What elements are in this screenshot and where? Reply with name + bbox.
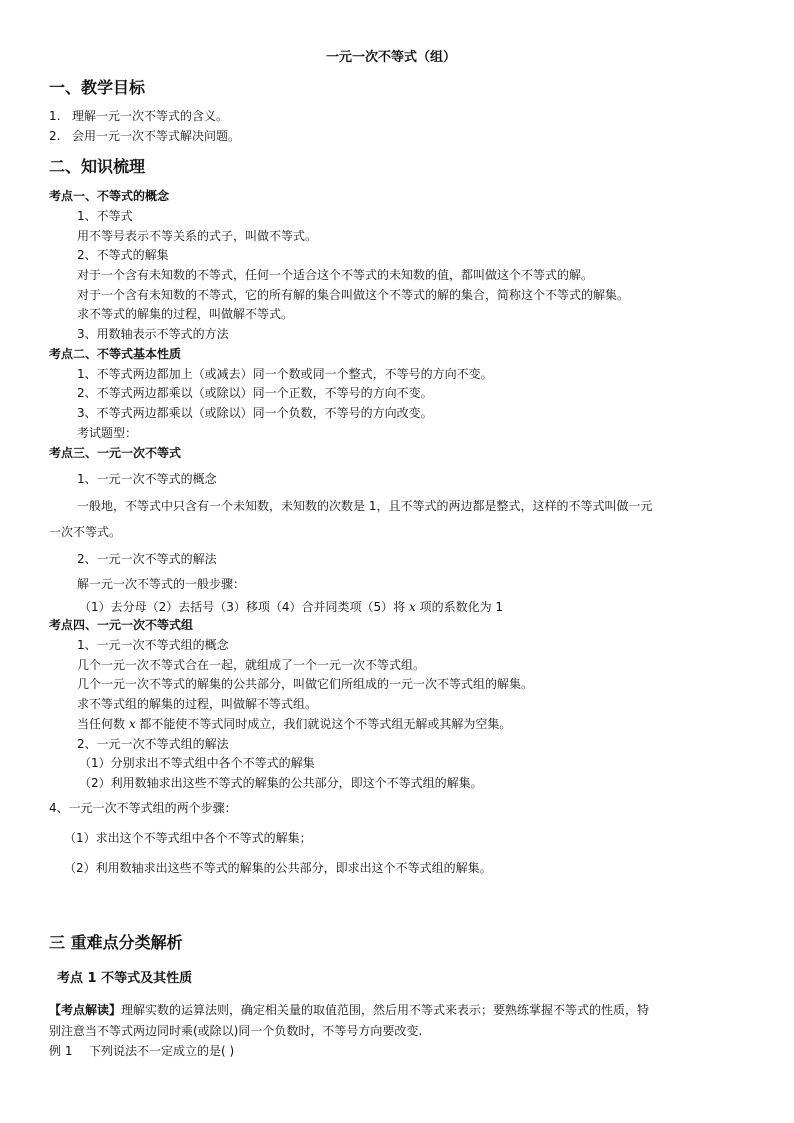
topic-1-line-2: 用不等号表示不等关系的式子，叫做不等式。 (77, 229, 318, 243)
topic-4-line-5 (77, 718, 511, 730)
topic-1-line-3: 2、不等式的解集 (77, 248, 169, 262)
section-heading-teaching-goals: 一、教学目标 (49, 78, 146, 97)
interpretation-text-1: 理解实数的运算法则，确定相关量的取值范围，然后用不等式来表示；要熟练掌握不等式的性质，特 (121, 1003, 650, 1017)
topic-1-line-6: 求不等式的解集的过程，叫做解不等式。 (77, 307, 294, 321)
goal-item-2-number: 2. (49, 129, 61, 143)
topic-4-line-5-part-b: 都不能使不等式同时成立，我们就说这个不等式组无解或其解为空集。 (135, 717, 512, 731)
topic-interpretation-line-1 (49, 1004, 649, 1016)
variable-x: x (128, 717, 136, 731)
example-1-label: 例 1 (49, 1044, 73, 1058)
topic-2-line-4: 考试题型： (77, 426, 138, 440)
variable-x: x (409, 600, 416, 614)
steps-title: 4、一元一次不等式组的两个步骤： (49, 801, 237, 815)
topic-interpretation-line-2: 别注意当不等式两边同时乘(或除以)同一个负数时，不等号方向要改变. (49, 1024, 423, 1038)
topic-2-line-2: 2、不等式两边都乘以（或除以）同一个正数，不等号的方向不变。 (77, 386, 433, 400)
topic-1-line-5: 对于一个含有未知数的不等式，它的所有解的集合叫做这个不等式的解的集合，简称这个不等式的解集。 (77, 288, 630, 302)
topic-4-line-2: 几个一元一次不等式合在一起，就组成了一个一元一次不等式组。 (77, 658, 426, 672)
topic-3-line-2: 一般地，不等式中只含有一个未知数，未知数的次数是 1，且不等式的两边都是整式，这样的不等式叫做一元 (77, 499, 653, 513)
goal-item-1-number: 1. (49, 109, 61, 123)
topic-4-line-8: （2）利用数轴求出这些不等式的解集的公共部分，即这个不等式组的解集。 (79, 776, 483, 790)
topic-2-line-1: 1、不等式两边都加上（或减去）同一个数或同一个整式，不等号的方向不变。 (77, 367, 493, 381)
topic-4-line-6: 2、一元一次不等式组的解法 (77, 737, 229, 751)
topic-4-line-5-part-a: 当任何数 (77, 717, 129, 731)
section-heading-knowledge-review: 二、知识梳理 (49, 157, 146, 176)
steps-item-1: （1）求出这个不等式组中各个不等式的解集； (64, 831, 312, 845)
topic-3-line-4: 2、一元一次不等式的解法 (77, 552, 217, 566)
topic-1-line-1: 1、不等式 (77, 209, 133, 223)
topic-4-line-4: 求不等式组的解集的过程，叫做解不等式组。 (77, 697, 318, 711)
topic-4-line-3: 几个一元一次不等式的解集的公共部分，叫做它们所组成的一元一次不等式组的解集。 (77, 677, 534, 691)
topic-2-title: 考点二、不等式基本性质 (49, 347, 182, 361)
topic-4-title: 考点四、一元一次不等式组 (49, 618, 194, 632)
topic-3-line-6-part-a: （1）去分母（2）去括号（3）移项（4）合并同类项（5）将 (79, 600, 409, 614)
topic-3-title: 考点三、一元一次不等式 (49, 446, 182, 460)
topic-4-line-1: 1、一元一次不等式组的概念 (77, 638, 229, 652)
topic-3-line-1: 1、一元一次不等式的概念 (77, 472, 217, 486)
topic-3-line-6 (79, 601, 503, 613)
example-1-text: 下列说法不一定成立的是( ) (89, 1044, 235, 1058)
document-title: 一元一次不等式（组） (326, 50, 457, 65)
topic-3-line-6-part-b: 项的系数化为 1 (415, 600, 504, 614)
section-heading-key-points: 三 重难点分类解析 (49, 933, 183, 952)
topic-1-line-7: 3、用数轴表示不等式的方法 (77, 327, 229, 341)
topic-1-title: 考点一、不等式的概念 (49, 189, 170, 203)
steps-item-2: （2）利用数轴求出这些不等式的解集的公共部分，即求出这个不等式组的解集。 (64, 861, 492, 875)
topic-1-line-4: 对于一个含有未知数的不等式，任何一个适合这个不等式的未知数的值，都叫做这个不等式的解。 (77, 268, 594, 282)
goal-item-1-text: 理解一元一次不等式的含义。 (72, 109, 229, 123)
topic-1-heading: 考点 1 不等式及其性质 (57, 971, 193, 986)
interpretation-label: 【考点解读】 (49, 1003, 122, 1017)
topic-3-line-5: 解一元一次不等式的一般步骤： (77, 577, 246, 591)
goal-item-2-text: 会用一元一次不等式解决问题。 (72, 129, 241, 143)
topic-4-line-7: （1）分别求出不等式组中各个不等式的解集 (79, 756, 315, 770)
topic-2-line-3: 3、不等式两边都乘以（或除以）同一个负数，不等号的方向改变。 (77, 406, 433, 420)
topic-3-line-3: 一次不等式。 (49, 525, 122, 539)
